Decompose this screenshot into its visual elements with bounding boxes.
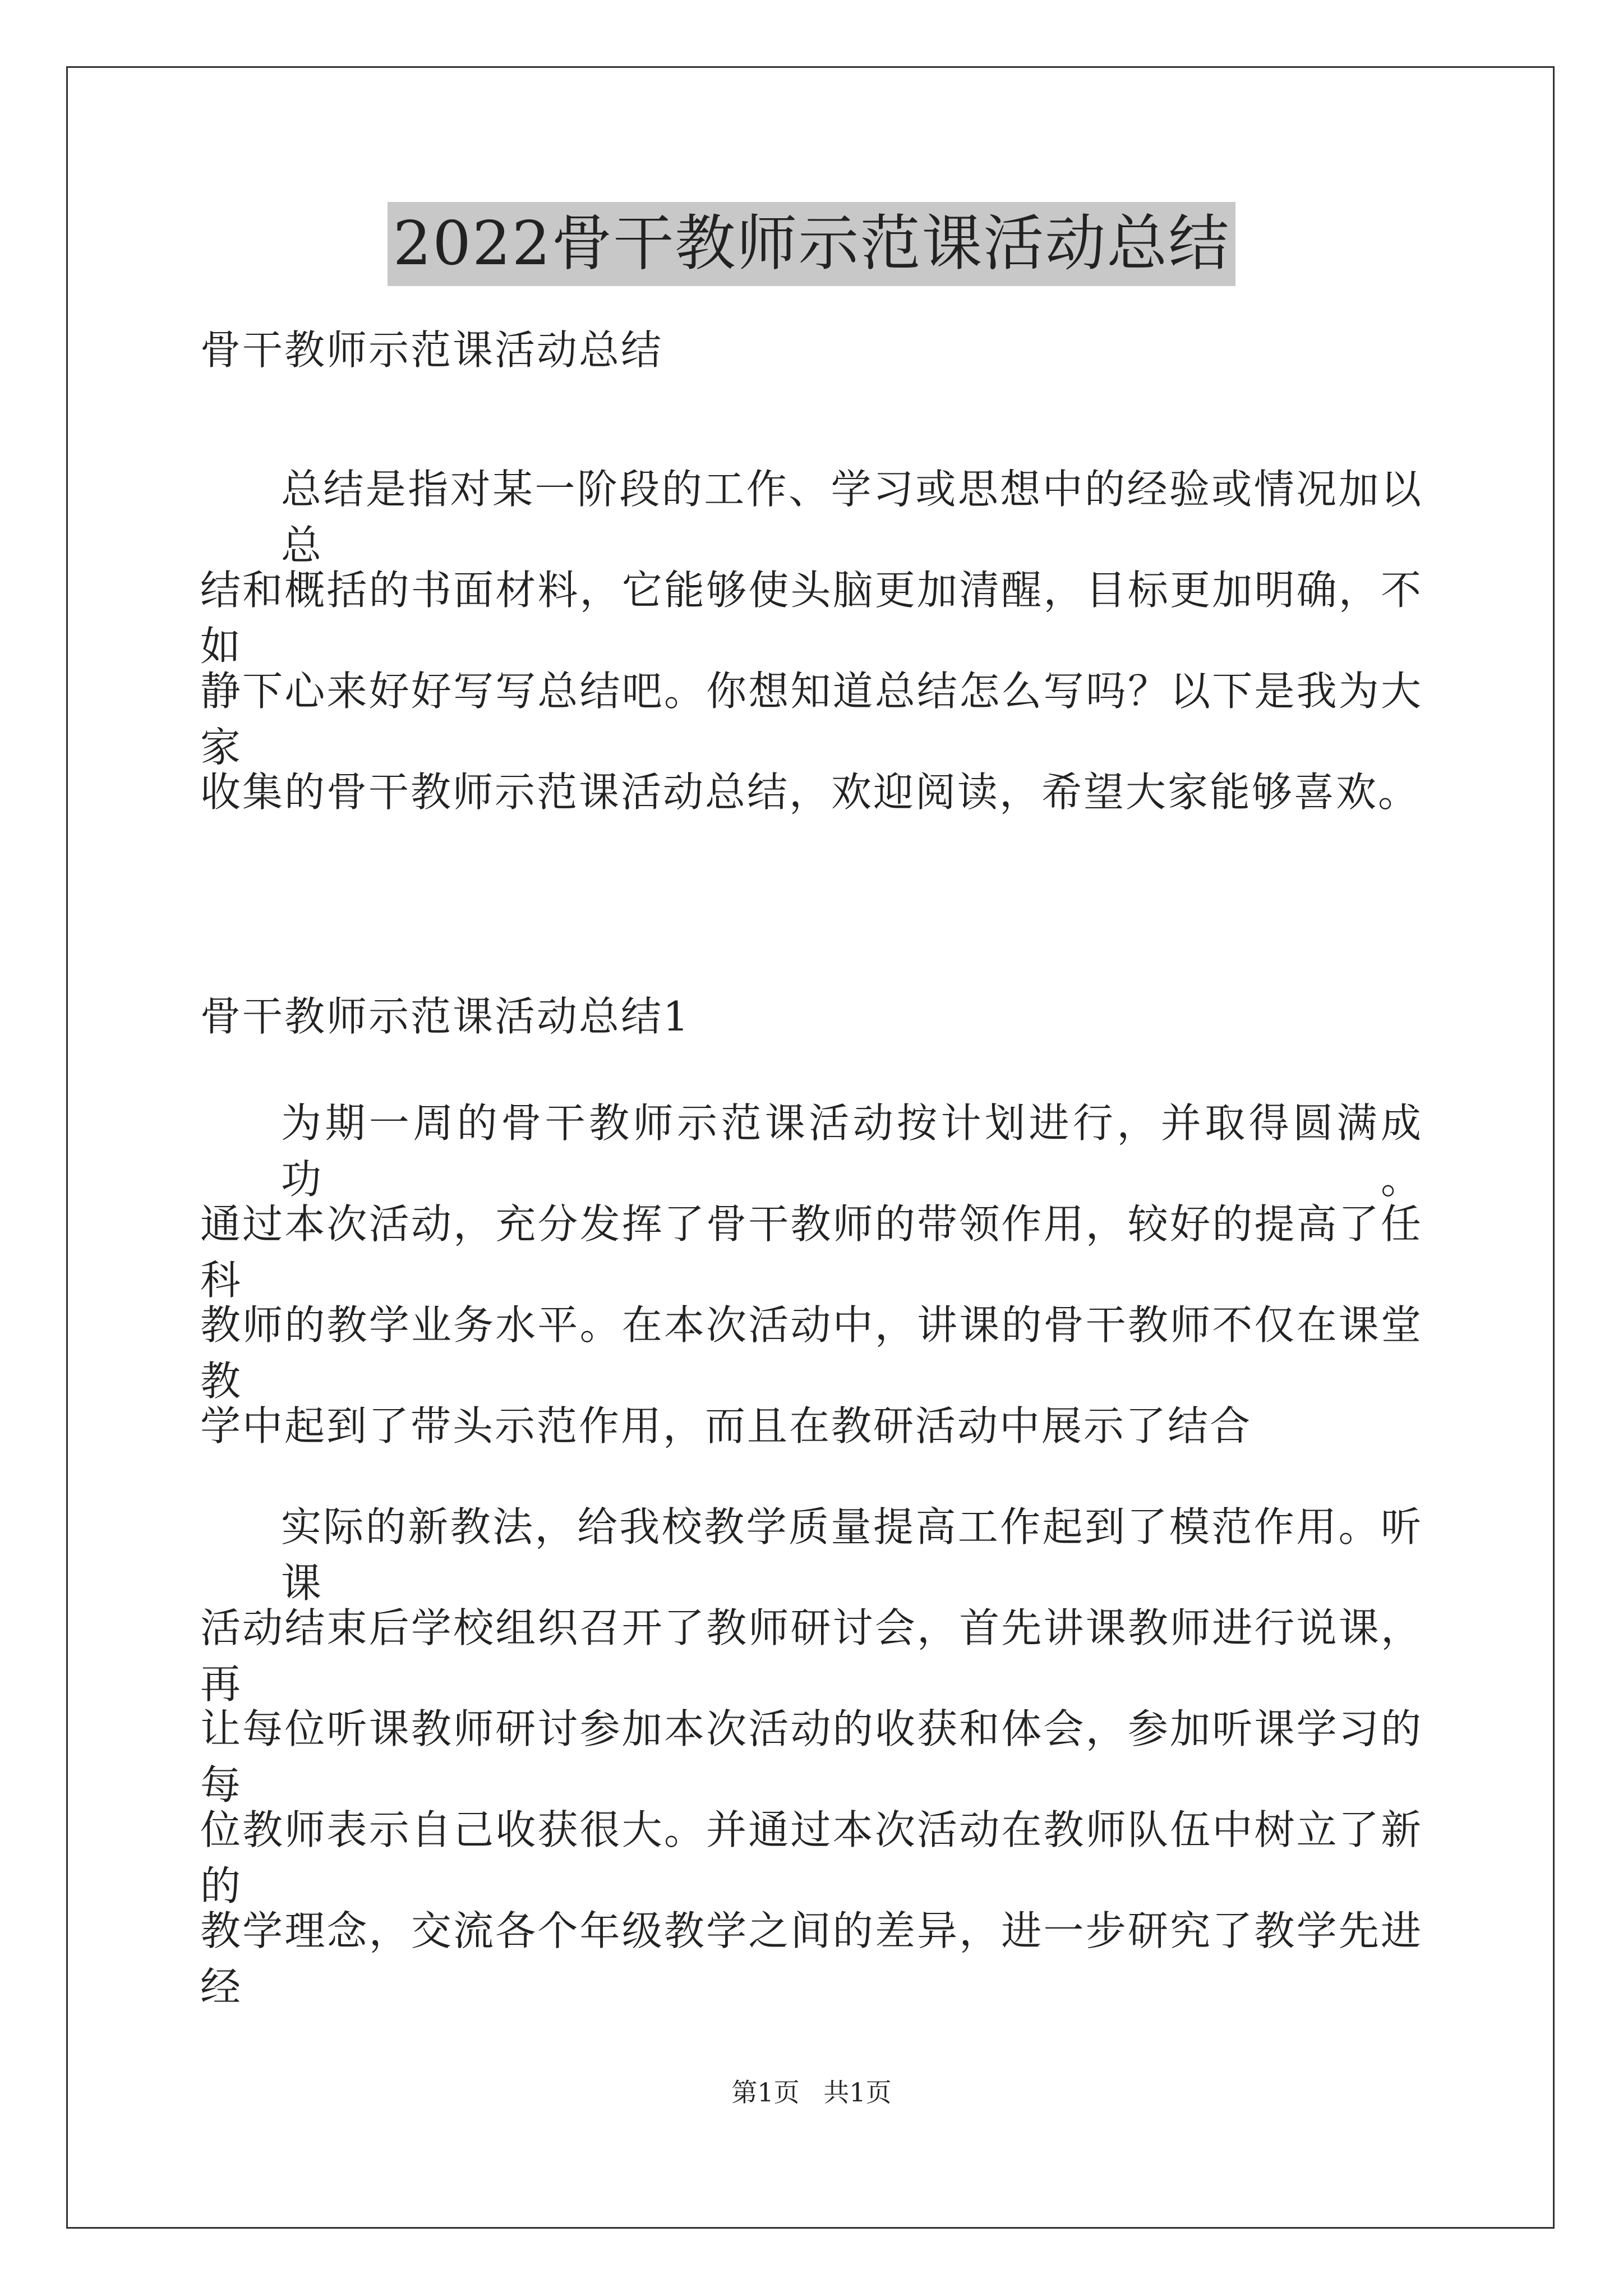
paragraph-line: 总结是指对某一阶段的工作、学习或思想中的经验或情况加以总: [281, 466, 1423, 569]
paragraph-line: 为期一周的骨干教师示范课活动按计划进行，并取得圆满成功。: [281, 1099, 1423, 1203]
document-title: 2022骨干教师示范课活动总结: [388, 202, 1236, 286]
paragraph-line: 结和概括的书面材料，它能够使头脑更加清醒，目标更加明确，不如: [200, 567, 1423, 670]
page-footer: [0, 2076, 1623, 2109]
section-heading: 骨干教师示范课活动总结1: [200, 993, 690, 1040]
paragraph-line: 静下心来好好写写总结吧。你想知道总结怎么写吗？以下是我为大家: [200, 668, 1423, 771]
paragraph-line: 通过本次活动，充分发挥了骨干教师的带领作用，较好的提高了任科: [200, 1200, 1423, 1304]
paragraph-line: 教师的教学业务水平。在本次活动中，讲课的骨干教师不仅在课堂教: [200, 1301, 1423, 1405]
paragraph-line: 活动结束后学校组织召开了教师研讨会，首先讲课教师进行说课，再: [200, 1604, 1423, 1708]
page-number: 第1页: [731, 2077, 800, 2108]
paragraph-line: 让每位听课教师研讨参加本次活动的收获和体会，参加听课学习的每: [200, 1705, 1423, 1809]
paragraph-line: 收集的骨干教师示范课活动总结，欢迎阅读，希望大家能够喜欢。: [200, 769, 1421, 816]
subtitle: 骨干教师示范课活动总结: [200, 326, 663, 374]
paragraph-line: 学中起到了带头示范作用，而且在教研活动中展示了结合: [200, 1402, 1252, 1450]
paragraph-line: 教学理念，交流各个年级教学之间的差异，进一步研究了教学先进经: [200, 1907, 1423, 2010]
paragraph-line: 位教师表示自己收获很大。并通过本次活动在教师队伍中树立了新的: [200, 1806, 1423, 1910]
page-total: 共1页: [823, 2077, 892, 2108]
paragraph-line: 实际的新教法，给我校教学质量提高工作起到了模范作用。听课: [281, 1503, 1423, 1607]
title-wrap: [0, 202, 1623, 286]
